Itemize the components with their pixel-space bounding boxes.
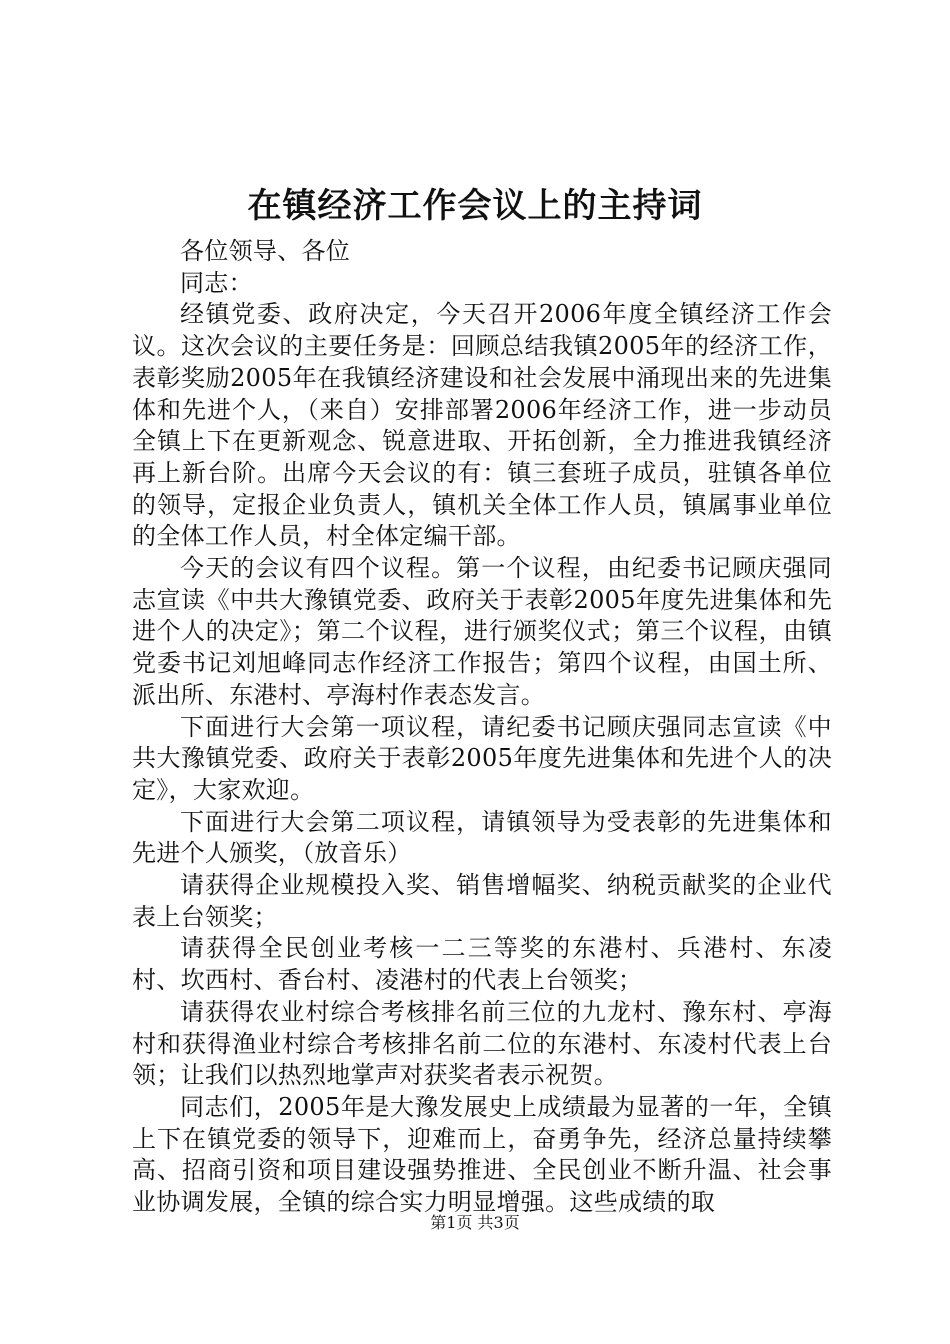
paragraph: 请获得企业规模投入奖、销售增幅奖、纳税贡献奖的企业代表上台领奖； — [132, 871, 832, 931]
paragraph: 请获得农业村综合考核排名前三位的九龙村、豫东村、亭海村和获得渔业村综合考核排名前二位的东港村、东凌村代表上台领；让我们以热烈地掌声对获奖者表示祝贺。 — [132, 997, 832, 1090]
paragraph: 经镇党委、政府决定，今天召开2006年度全镇经济工作会议。这次会议的主要任务是：回顾总结我镇2005年的经济工作，表彰奖励2005年在我镇经济建设和社会发展中涌现出来的先进集体和先进个人，（来自）安排部署2006年经济工作，进一步动员全镇上下在更新观念、锐意进取、开拓创新，全力推进我镇经济再上新台阶。出席今天会议的有：镇三套班子成员，驻镇各单位的领导，定报企业负责人，镇机关全体工作人员，镇属事业单位的全体工作人员，村全体定编干部。 — [132, 300, 832, 551]
paragraph: 今天的会议有四个议程。第一个议程，由纪委书记顾庆强同志宣读《中共大豫镇党委、政府关于表彰2005年度先进集体和先进个人的决定》；第二个议程，进行颁奖仪式；第三个议程，由镇党委书记刘旭峰同志作经济工作报告；第四个议程，由国土所、派出所、东港村、亭海村作表态发言。 — [132, 554, 832, 709]
document-body — [132, 236, 832, 1219]
paragraph: 下面进行大会第一项议程，请纪委书记顾庆强同志宣读《中共大豫镇党委、政府关于表彰2005年度先进集体和先进个人的决定》，大家欢迎。 — [132, 712, 832, 804]
paragraph: 同志们，2005年是大豫发展史上成绩最为显著的一年，全镇上下在镇党委的领导下，迎难而上，奋勇争先，经济总量持续攀高、招商引资和项目建设强势推进、全民创业不断升温、社会事业协调发展，全镇的综合实力明显增强。这些成绩的取 — [132, 1092, 832, 1217]
paragraph: 请获得全民创业考核一二三等奖的东港村、兵港村、东凌村、坎西村、香台村、凌港村的代表上台领奖； — [132, 934, 832, 995]
paragraph-greeting: 各位领导、各位 — [180, 237, 351, 265]
page-footer: 第1页 共3页 — [430, 1213, 520, 1232]
document-title: 在镇经济工作会议上的主持词 — [247, 186, 703, 226]
paragraph-greeting-cont: 同志： — [180, 268, 253, 297]
paragraph: 下面进行大会第二项议程，请镇领导为受表彰的先进集体和先进个人颁奖，（放音乐） — [132, 807, 832, 868]
